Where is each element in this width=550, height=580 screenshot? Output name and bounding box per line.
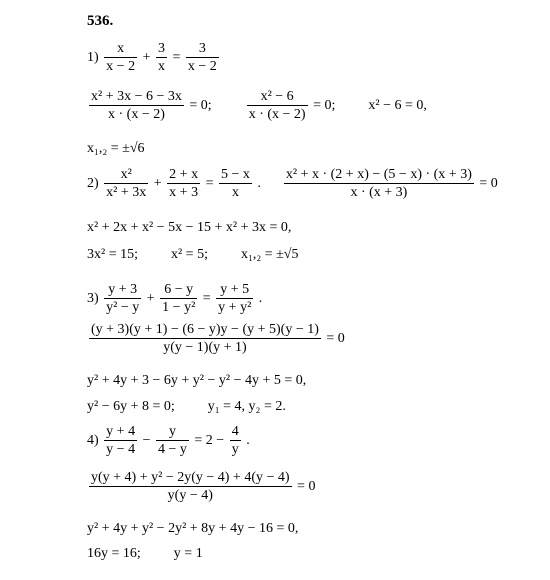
fraction-denominator: y − 4 xyxy=(106,442,136,457)
fraction-denominator: x + 3 xyxy=(169,185,199,200)
fraction-numerator: x xyxy=(104,42,137,58)
fraction-numerator: 6 − y xyxy=(160,283,197,299)
fraction-numerator: 3 xyxy=(157,41,165,56)
part2-solution xyxy=(87,248,299,262)
part3-fraction-1 xyxy=(104,283,141,315)
part1-answer: x₁,₂ = ±√6 xyxy=(87,141,145,156)
problem-number: 536. xyxy=(87,13,114,29)
part1-step1-fraction xyxy=(89,90,184,122)
part3-expansion: y² + 4y + 3 − 6y + y² − y² − 4y + 5 = 0, xyxy=(87,373,307,388)
fraction-denominator: x − 2 xyxy=(187,59,217,74)
part2-answer: x₁,₂ = ±√5 xyxy=(240,247,299,262)
fraction-numerator: y + 4 xyxy=(106,424,136,439)
fraction-denominator: y(y − 4) xyxy=(167,488,213,503)
part4-fraction-1 xyxy=(104,425,137,457)
fraction-numerator: x² xyxy=(104,168,148,184)
fraction-numerator: x² + 3x − 6 − 3x xyxy=(91,89,182,104)
part1-step2-fraction xyxy=(247,90,308,122)
fraction-denominator: x · (x − 2) xyxy=(248,107,306,122)
fraction-denominator: 4 − y xyxy=(157,442,187,457)
fraction-numerator: x² + x · (2 + x) − (5 − x) · (x + 3) xyxy=(285,167,472,182)
part2-fraction-1 xyxy=(104,168,148,200)
fraction-denominator: y(y − 1)(y + 1) xyxy=(163,340,247,355)
part2-step-1: 3x² = 15; xyxy=(87,247,138,262)
fraction-numerator: y + 3 xyxy=(104,283,141,299)
part4-expansion: y² + 4y + y² − 2y² + 8y + 4y − 16 = 0, xyxy=(87,521,299,536)
part3-fraction-2 xyxy=(160,283,197,315)
equation-tail: = 0 xyxy=(326,331,345,346)
part4-label: 4) xyxy=(87,433,99,449)
fraction-numerator: x² − 6 xyxy=(247,90,308,106)
fraction-numerator: 5 − x xyxy=(220,167,250,182)
part4-big-fraction xyxy=(89,471,292,503)
part4-equation xyxy=(87,425,250,457)
part3-solution xyxy=(87,400,286,414)
plus-sign: + xyxy=(153,176,162,192)
part1-fraction-3 xyxy=(186,42,219,74)
part1-label: 1) xyxy=(87,50,99,66)
part3-step-1: y² − 6y + 8 = 0; xyxy=(87,399,175,414)
part1-step-1 xyxy=(87,90,427,122)
fraction-numerator: 3 xyxy=(186,42,219,58)
fraction-denominator: x · (x + 3) xyxy=(350,185,408,200)
equals-sign: = xyxy=(202,291,211,307)
part4-solution xyxy=(87,547,203,561)
part4-step-1: 16y = 16; xyxy=(87,546,141,561)
fraction-denominator: y + y² xyxy=(218,300,252,315)
fraction-denominator: y xyxy=(231,442,239,457)
part2-big-fraction xyxy=(284,168,474,200)
fraction-numerator: 4 xyxy=(231,424,239,439)
equation-tail: = 0 xyxy=(479,176,498,191)
part4-big-equation xyxy=(87,471,315,503)
part2-label: 2) xyxy=(87,176,99,192)
part3-answer: y₁ = 4, y₂ = 2. xyxy=(207,399,286,414)
part4-fraction-2 xyxy=(156,425,189,457)
fraction-denominator: x² + 3x xyxy=(106,185,147,200)
part3-big-equation xyxy=(87,323,345,355)
part2-expansion: x² + 2x + x² − 5x − 15 + x² + 3x = 0, xyxy=(87,220,292,235)
fraction-denominator: x − 2 xyxy=(106,59,136,74)
equation-tail: = 0; xyxy=(313,98,336,113)
minus-sign: − xyxy=(142,433,151,449)
fraction-numerator: (y + 3)(y + 1) − (6 − y)y − (y + 5)(y − 1) xyxy=(91,322,319,337)
fraction-numerator: 2 + x xyxy=(169,167,199,182)
part1-fraction-1 xyxy=(104,42,137,74)
fraction-numerator: y(y + 4) + y² − 2y(y − 4) + 4(y − 4) xyxy=(91,470,290,485)
plus-sign: + xyxy=(146,291,155,307)
plus-sign: + xyxy=(142,50,151,66)
part2-step-2: x² = 5; xyxy=(170,247,208,262)
equals-sign: = 2 − xyxy=(194,433,225,449)
part3-big-fraction xyxy=(89,323,321,355)
equation-tail: = 0 xyxy=(297,479,316,494)
fraction-numerator: y xyxy=(156,425,189,441)
part1-step-3: x² − 6 = 0, xyxy=(368,98,427,113)
part3-equation xyxy=(87,283,262,315)
fraction-denominator: x xyxy=(231,185,239,200)
part2-equation xyxy=(87,168,498,200)
part2-fraction-3 xyxy=(219,168,252,200)
part3-fraction-3 xyxy=(216,283,253,315)
equation-tail: = 0; xyxy=(189,98,212,113)
fraction-denominator: y² − y xyxy=(106,300,140,315)
separator-dot: . xyxy=(257,176,261,192)
part1-equation xyxy=(87,42,221,74)
end-dot: . xyxy=(258,291,263,307)
fraction-denominator: x · (x − 2) xyxy=(108,107,165,122)
part1-fraction-2 xyxy=(156,42,167,74)
equals-sign: = xyxy=(172,50,181,66)
equals-sign: = xyxy=(205,176,214,192)
end-dot: . xyxy=(246,433,250,449)
part4-answer: y = 1 xyxy=(173,546,203,561)
fraction-denominator: 1 − y² xyxy=(162,300,196,315)
fraction-numerator: y + 5 xyxy=(216,283,253,299)
part4-fraction-3 xyxy=(230,425,241,457)
part3-label: 3) xyxy=(87,291,99,307)
fraction-denominator: x xyxy=(157,59,165,74)
part2-fraction-2 xyxy=(167,168,200,200)
